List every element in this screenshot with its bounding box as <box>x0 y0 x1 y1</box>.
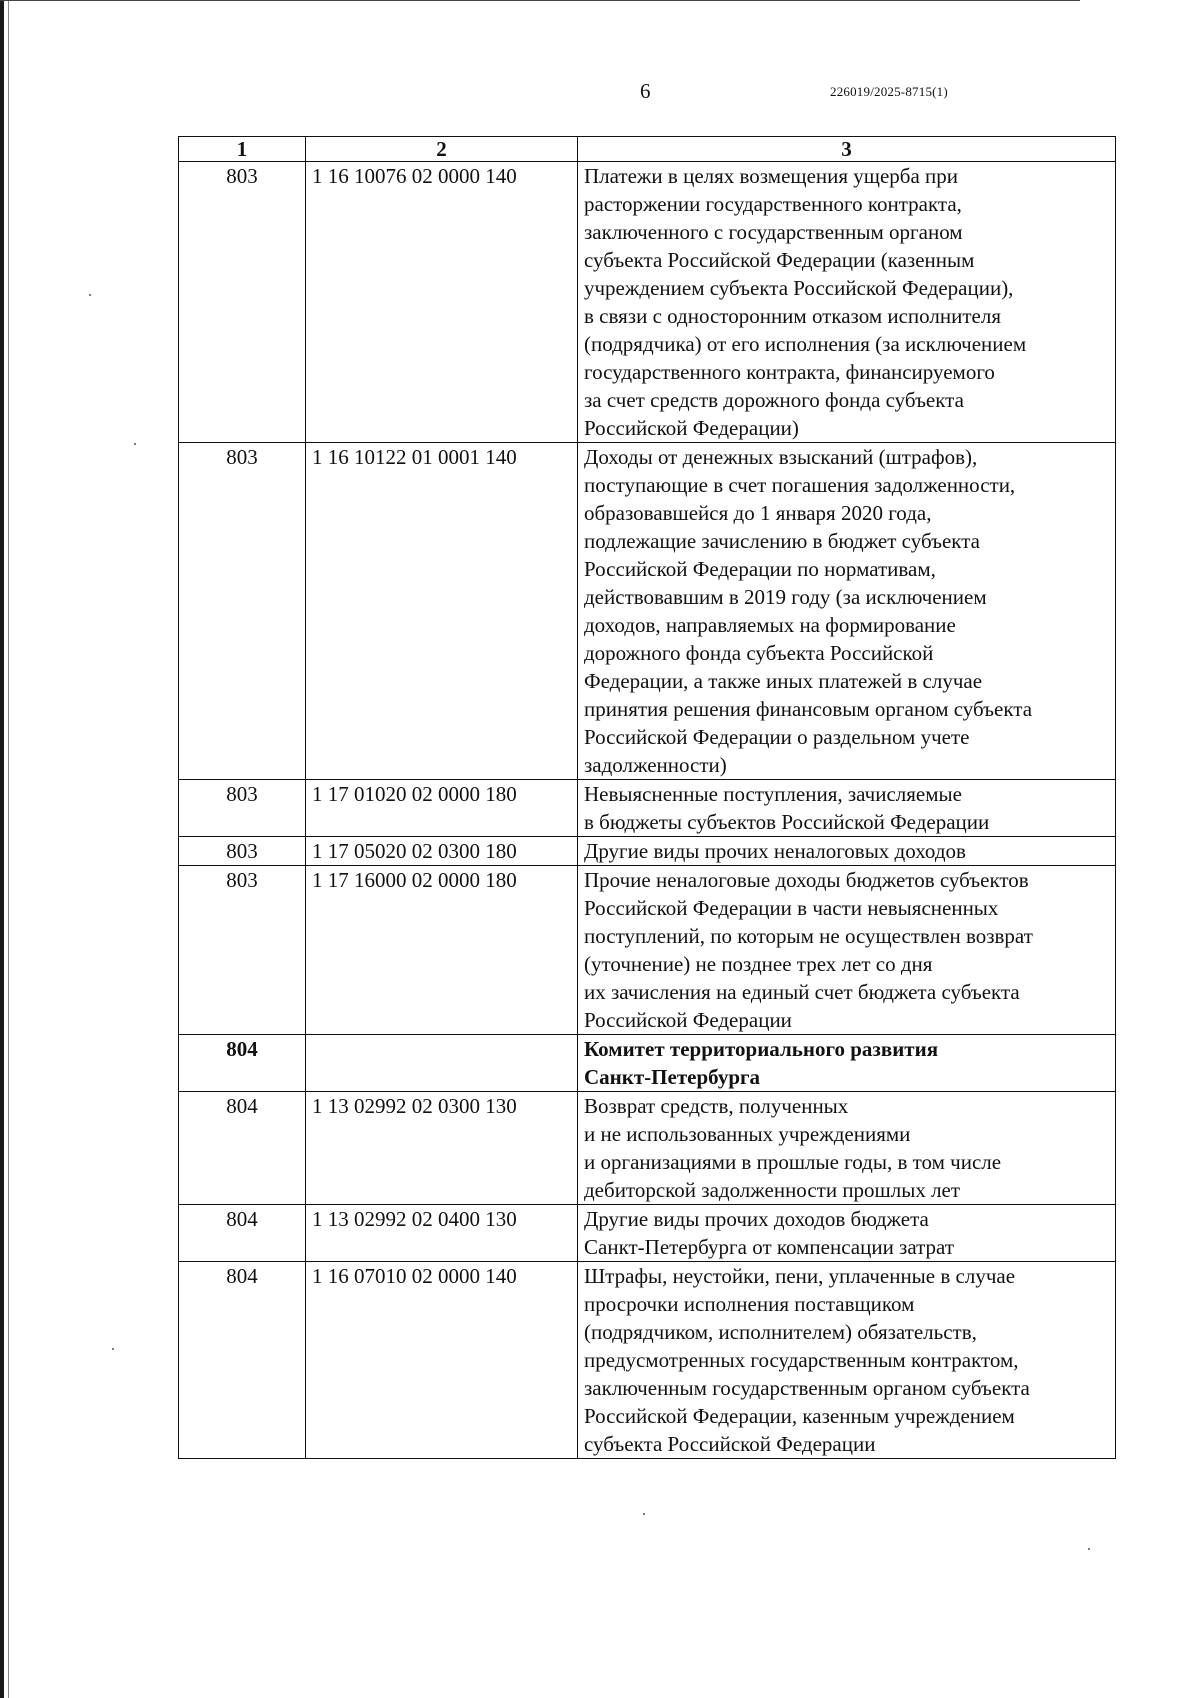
scan-speck <box>643 1513 645 1515</box>
income-code-cell <box>306 1035 578 1092</box>
document-id: 226019/2025-8715(1) <box>830 84 948 99</box>
column-header-3: 3 <box>578 137 1116 162</box>
income-codes-table <box>178 136 1116 1459</box>
column-header-2: 2 <box>306 137 578 162</box>
admin-code-cell: 804 <box>179 1262 306 1459</box>
income-name-cell: Невыясненные поступления, зачисляемые в бюджеты субъектов Российской Федерации <box>578 780 1116 837</box>
income-name-cell: Комитет территориального развития Санкт-Петербурга <box>578 1035 1116 1092</box>
table-row <box>179 1205 1116 1262</box>
scan-speck <box>112 1348 114 1350</box>
admin-code-cell: 804 <box>179 1092 306 1205</box>
income-name-cell: Другие виды прочих доходов бюджета Санкт-Петербурга от компенсации затрат <box>578 1205 1116 1262</box>
admin-code-cell: 803 <box>179 837 306 866</box>
income-code-cell: 1 17 01020 02 0000 180 <box>306 780 578 837</box>
admin-code-cell: 803 <box>179 443 306 780</box>
income-code-cell: 1 16 10076 02 0000 140 <box>306 162 578 443</box>
table-row <box>179 443 1116 780</box>
table-row <box>179 1035 1116 1092</box>
income-code-cell: 1 17 05020 02 0300 180 <box>306 837 578 866</box>
income-name-cell: Прочие неналоговые доходы бюджетов субъектов Российской Федерации в части невыясненных поступлений, по которым не осуществлен возврат (уточнение) не позднее трех лет со дня их зачисления на единый счет бюджета субъекта Российской Федерации <box>578 866 1116 1035</box>
income-code-cell: 1 16 07010 02 0000 140 <box>306 1262 578 1459</box>
column-header-1: 1 <box>179 137 306 162</box>
scan-edge-top <box>0 0 1080 1</box>
income-name-cell: Платежи в целях возмещения ущерба при расторжении государственного контракта, заключенного с государственным органом субъекта Российской Федерации (казенным учреждением субъекта Российской Федерации), в связи с односторонним отказом исполнителя (подрядчика) от его исполнения (за исключением государственного контракта, финансируемого за счет средств дорожного фонда субъекта Российской Федерации) <box>578 162 1116 443</box>
income-code-cell: 1 17 16000 02 0000 180 <box>306 866 578 1035</box>
income-name-cell: Штрафы, неустойки, пени, уплаченные в случае просрочки исполнения поставщиком (подрядчиком, исполнителем) обязательств, предусмотренных государственным контрактом, заключенным государственным органом субъекта Российской Федерации, казенным учреждением субъекта Российской Федерации <box>578 1262 1116 1459</box>
table-row <box>179 162 1116 443</box>
admin-code-cell: 804 <box>179 1205 306 1262</box>
scan-speck <box>134 443 136 445</box>
admin-code-cell: 803 <box>179 866 306 1035</box>
table-header-row <box>179 137 1116 162</box>
income-code-cell: 1 13 02992 02 0300 130 <box>306 1092 578 1205</box>
income-code-cell: 1 16 10122 01 0001 140 <box>306 443 578 780</box>
admin-code-cell: 803 <box>179 162 306 443</box>
scan-speck <box>89 294 91 296</box>
scan-edge <box>0 0 4 1698</box>
page-number: 6 <box>640 79 651 103</box>
income-name-cell: Возврат средств, полученных и не использованных учреждениями и организациями в прошлые годы, в том числе дебиторской задолженности прошлых лет <box>578 1092 1116 1205</box>
admin-code-cell: 803 <box>179 780 306 837</box>
income-name-cell: Другие виды прочих неналоговых доходов <box>578 837 1116 866</box>
table-row <box>179 1262 1116 1459</box>
income-code-cell: 1 13 02992 02 0400 130 <box>306 1205 578 1262</box>
scan-edge-line <box>8 0 9 1698</box>
table-row <box>179 1092 1116 1205</box>
admin-code-cell: 804 <box>179 1035 306 1092</box>
table-row <box>179 866 1116 1035</box>
table-row <box>179 837 1116 866</box>
table-row <box>179 780 1116 837</box>
scan-speck <box>1088 1548 1090 1550</box>
income-name-cell: Доходы от денежных взысканий (штрафов), поступающие в счет погашения задолженности, образовавшейся до 1 января 2020 года, подлежащие зачислению в бюджет субъекта Российской Федерации по нормативам, действовавшим в 2019 году (за исключением доходов, направляемых на формирование дорожного фонда субъекта Российской Федерации, а также иных платежей в случае принятия решения финансовым органом субъекта Российской Федерации о раздельном учете задолженности) <box>578 443 1116 780</box>
